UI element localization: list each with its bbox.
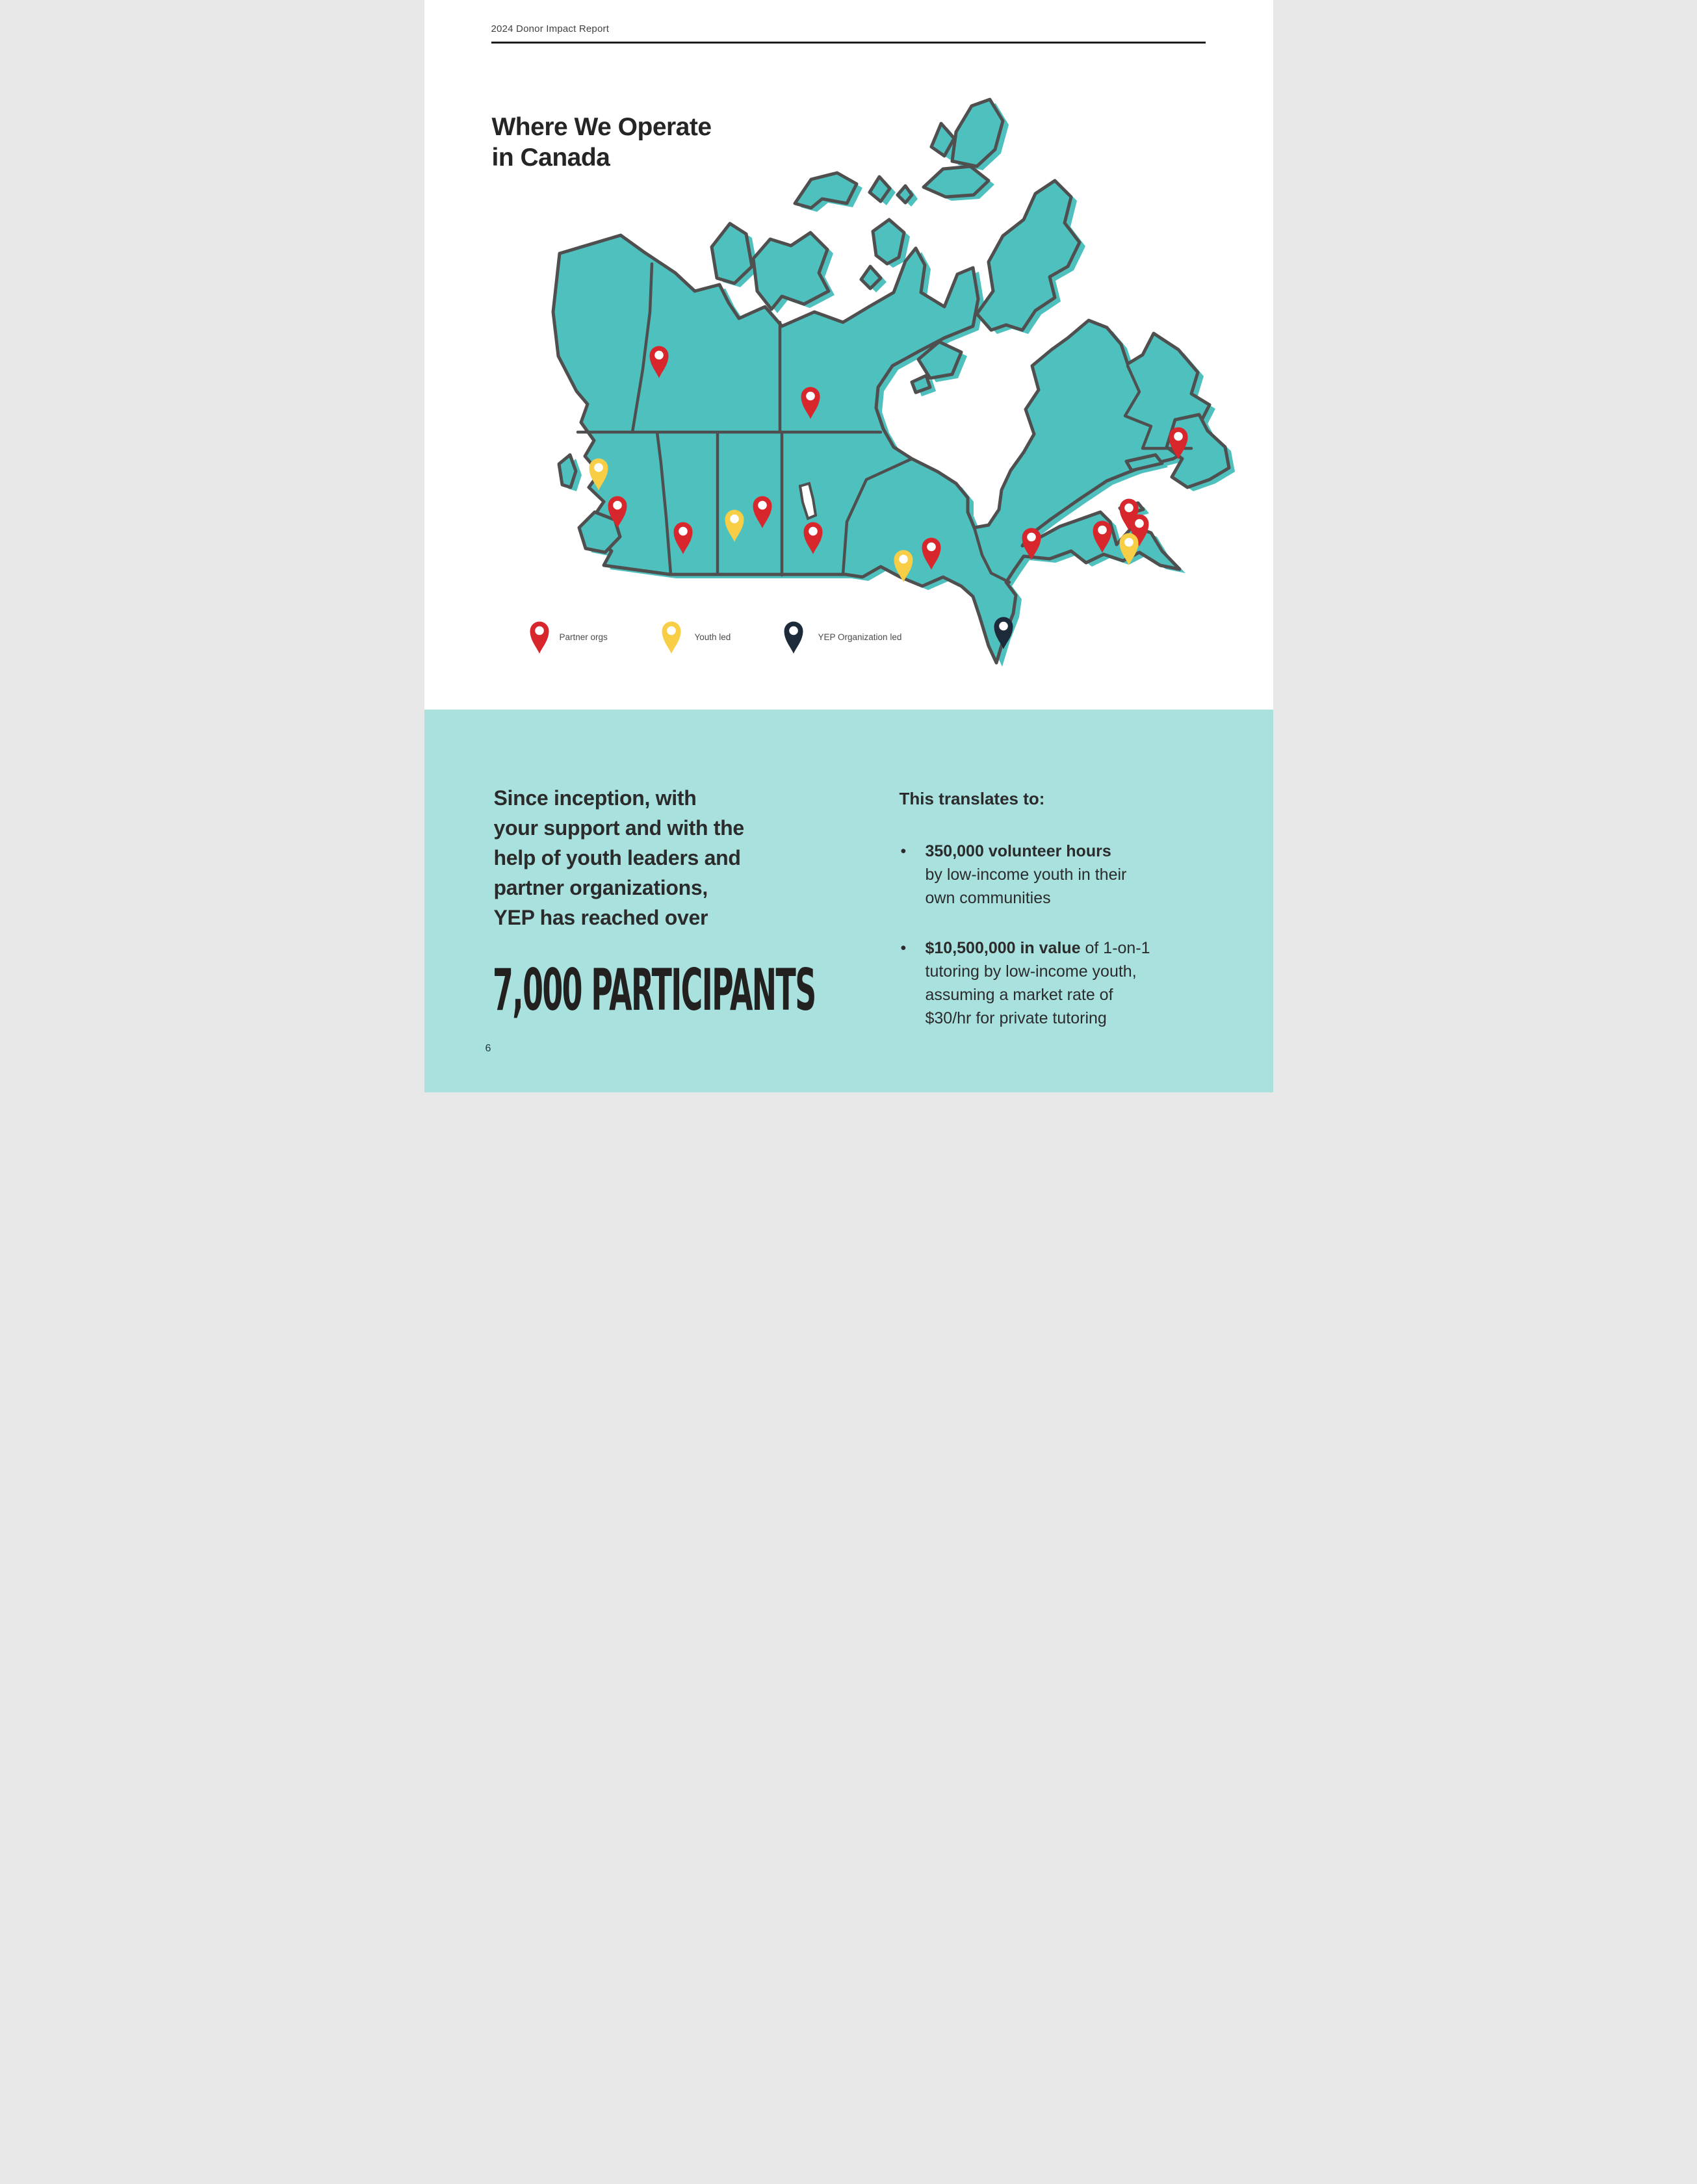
canada-map-drawing [522,96,1256,684]
location-pin-icon [893,549,914,583]
location-pin-icon [752,495,773,529]
map-marker-partner [1021,527,1042,561]
bullet-line: own communities [925,889,1051,907]
bullet-line: tutoring by low-income youth, [925,962,1137,981]
impact-bullet-list [900,840,1150,1057]
bullet-line: • $10,500,000 in value of 1-on-1 [925,939,1150,957]
map-marker-youth [1119,532,1139,566]
location-pin-icon [1119,532,1139,566]
map-marker-youth [893,549,914,583]
intro-line: partner organizations, [493,876,708,899]
bullet-line: assuming a market rate of [925,986,1113,1004]
map-marker-partner [607,495,628,529]
translates-heading: This translates to: [899,789,1045,808]
location-pin-icon [661,621,682,654]
impact-bullet [900,840,1150,910]
map-marker-youth [588,457,609,491]
bullet-line: by low-income youth in their [925,866,1127,884]
map-marker-partner [673,521,693,555]
impact-bullet [900,936,1150,1030]
prince-of-wales-island [873,220,904,264]
haida-gwaii [559,455,576,487]
header-divider [491,42,1206,44]
map-marker-partner [1092,520,1113,554]
intro-line: your support and with the [493,816,744,840]
location-pin-icon [588,457,609,491]
page-number: 6 [485,1043,491,1054]
intro-line: help of youth leaders and [493,846,741,869]
intro-line: YEP has reached over [493,906,708,929]
location-pin-icon [649,345,669,379]
location-pin-icon [993,616,1014,650]
map-marker-youth [724,509,745,543]
map-marker-yep [993,616,1014,650]
location-pin-icon [529,621,550,654]
map-marker-partner [1168,426,1189,460]
location-pin-icon [921,537,942,571]
location-pin-icon [800,386,821,420]
banks-island [712,224,752,283]
location-pin-icon [724,509,745,543]
coats-island [912,376,930,392]
baffin-island [977,181,1080,330]
map-marker-partner [752,495,773,529]
legend-item-youth [661,621,731,658]
legend-item-partner [529,621,608,658]
legend-label: Partner orgs [559,632,608,642]
impact-intro-text [494,783,744,932]
location-pin-icon [1092,520,1113,554]
map-marker-partner [921,537,942,571]
intro-line: Since inception, with [493,786,697,810]
location-pin-icon [1168,426,1189,460]
report-header: 2024 Donor Impact Report [491,23,610,34]
victoria-island [753,233,829,309]
report-page [424,0,1273,1092]
map-marker-partner [649,345,669,379]
legend-item-yep [783,621,902,658]
legend-label: Youth led [694,632,731,642]
canada-map [522,96,1256,684]
bullet-line: $30/hr for private tutoring [925,1009,1107,1027]
location-pin-icon [783,621,804,654]
bullet-line: • 350,000 volunteer hours [925,842,1111,860]
page-title-line2: in Canada [491,144,610,172]
map-marker-partner [803,521,823,555]
map-marker-partner [800,386,821,420]
participants-headline: 7,000 PARTICIPANTS [492,957,816,1023]
location-pin-icon [673,521,693,555]
location-pin-icon [803,521,823,555]
location-pin-icon [1021,527,1042,561]
page-title-line1: Where We Operate [491,113,712,141]
location-pin-icon [607,495,628,529]
legend-label: YEP Organization led [818,632,902,642]
